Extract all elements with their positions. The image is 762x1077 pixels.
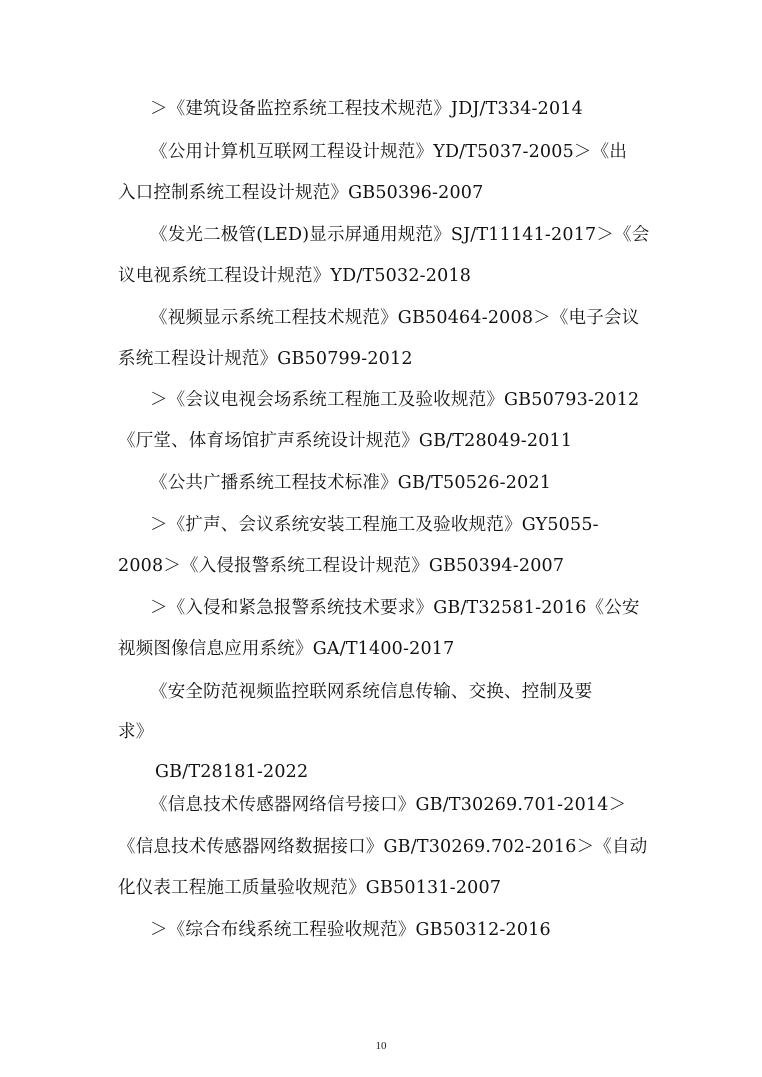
text-line-14: 视频图像信息应用系统》GA/T1400-2017 bbox=[118, 639, 455, 659]
text-line-20: 化仪表工程施工质量验收规范》GB50131-2007 bbox=[118, 878, 502, 898]
text-line-11: ＞《扩声、会议系统安装工程施工及验收规范》GY5055- bbox=[150, 515, 599, 535]
text-line-17: GB/T28181-2022 bbox=[155, 762, 309, 782]
text-line-8: ＞《会议电视会场系统工程施工及验收规范》GB50793-2012 bbox=[150, 390, 640, 410]
text-line-6: 《视频显示系统工程技术规范》GB50464-2008＞《电子会议 bbox=[150, 308, 640, 328]
text-line-1: ＞《建筑设备监控系统工程技术规范》JDJ/T334-2014 bbox=[150, 99, 583, 119]
text-line-13: ＞《入侵和紧急报警系统技术要求》GB/T32581-2016《公安 bbox=[150, 598, 640, 618]
text-line-2: 《公用计算机互联网工程设计规范》YD/T5037-2005＞《出 bbox=[150, 142, 628, 162]
text-line-19: 《信息技术传感器网络数据接口》GB/T30269.702-2016＞《自动 bbox=[118, 837, 648, 857]
text-line-16: 求》 bbox=[118, 722, 154, 742]
text-line-21: ＞《综合布线系统工程验收规范》GB50312-2016 bbox=[150, 920, 551, 940]
text-line-15: 《安全防范视频监控联网系统信息传输、交换、控制及要 bbox=[150, 682, 593, 702]
text-line-18: 《信息技术传感器网络信号接口》GB/T30269.701-2014＞ bbox=[150, 795, 627, 815]
text-line-7: 系统工程设计规范》GB50799-2012 bbox=[118, 349, 413, 369]
text-line-3: 入口控制系统工程设计规范》GB50396-2007 bbox=[118, 183, 484, 203]
text-line-4: 《发光二极管(LED)显示屏通用规范》SJ/T11141-2017＞《会 bbox=[150, 225, 650, 245]
text-line-9: 《厅堂、体育场馆扩声系统设计规范》GB/T28049-2011 bbox=[118, 431, 573, 451]
text-line-12: 2008＞《入侵报警系统工程设计规范》GB50394-2007 bbox=[118, 556, 565, 576]
text-line-5: 议电视系统工程设计规范》YD/T5032-2018 bbox=[118, 266, 472, 286]
text-line-10: 《公共广播系统工程技术标准》GB/T50526-2021 bbox=[150, 473, 552, 493]
page-number: 10 bbox=[375, 1040, 387, 1052]
